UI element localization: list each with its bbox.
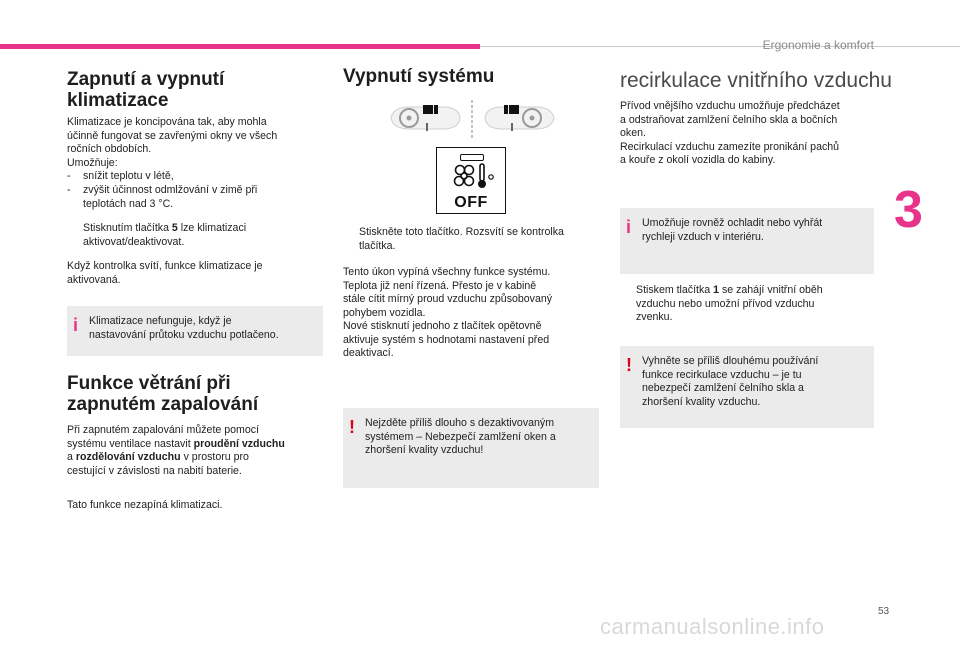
system-off-button[interactable] (436, 147, 506, 214)
ac-intro-text: Klimatizace je koncipována tak, aby mohla účinně fungovat se zavřenými okny ve všech ročních obdobích. Umožňuje: (67, 116, 278, 169)
climate-panel-illustration (385, 100, 560, 140)
warning-note-recirculation (620, 346, 874, 428)
list-item-text: zvýšit účinnost odmlžování v zimě při teplotách nad 3 °C. (83, 184, 258, 210)
heading-ventilation-ignition: Funkce větrání při zapnutém zapalování (67, 373, 259, 415)
instruction-text-end: se zahájí vnitřní oběh vzduchu nebo umožní přívod vzduchu zvenku. (636, 284, 823, 323)
fan-thermometer-icon (449, 162, 497, 192)
ventilation-text (67, 424, 323, 478)
heading-recirculation: recirkulace vnitřního vzduchu (620, 69, 892, 92)
heading-system-off: Vypnutí systému (343, 66, 495, 87)
warning-note-text: Nejzděte příliš dlouho s dezaktivovaným systémem – Nebezpečí zamlžení oken a zhoršení kvality vzduchu! (365, 417, 556, 456)
watermark: carmanualsonline.info (600, 614, 825, 639)
instruction-text-end: lze klimatizaci aktivovat/deaktivovat. (83, 222, 247, 248)
list-item (67, 170, 323, 184)
instruction-text: Stiskněte toto tlačítko. Rozsvítí se kontrolka tlačítka. (359, 226, 564, 252)
air-flow-term: proudění vzduchu (193, 437, 285, 450)
warning-note-system-off (343, 408, 599, 488)
dash-marker: - (67, 170, 71, 182)
header-rule (480, 46, 960, 47)
info-note-text: Klimatizace nefunguje, když je nastavování průtoku vzduchu potlačeno. (89, 315, 279, 341)
instruction-press-button-5 (67, 222, 323, 249)
chapter-number: 3 (894, 181, 923, 239)
list-item-text: snížit teplotu v létě, (83, 170, 174, 182)
list-item (67, 184, 323, 211)
instruction-press-off-line (343, 226, 599, 253)
instruction-text-start: Stiskem tlačítka (636, 284, 714, 296)
heading-ac-onoff: Zapnutí a vypnutí klimatizace (67, 69, 225, 111)
warning-note-text: Vyhněte se příliš dlouhému používání funkce recirkulace vzduchu – je tu nebezpečí zamlžení čelního skla a zhoršení kvality vzduchu. (642, 355, 819, 408)
info-icon: i (626, 217, 632, 237)
info-note-recirculation (620, 208, 874, 274)
dash-marker: - (67, 184, 71, 196)
info-icon: i (73, 315, 79, 335)
section-title: Ergonomie a komfort (762, 38, 874, 52)
ac-lamp-text: Když kontrolka svítí, funkce klimatizace je aktivovaná. (67, 260, 263, 286)
ventilation-text-start: Při zapnutém zapalování můžete pomocí systému ventilace nastavit (67, 424, 259, 450)
system-off-text: Tento úkon vypíná všechny funkce systému. Teplota již není řízená. Přesto je v kabině stále cítit mírný proud vzduchu způsobovaný pohybem vozidla. Nové stisknutí jednoho z tlačítek opětovně aktivuje systém s hodnotami nastavení před deaktivací. (343, 266, 553, 359)
info-note-ac (67, 306, 323, 356)
warning-icon: ! (626, 355, 632, 375)
warning-icon: ! (349, 417, 355, 437)
instruction-text-start: Stisknutím tlačítka (83, 222, 172, 234)
button-number: 1 (713, 284, 720, 296)
page-number: 53 (878, 606, 890, 617)
button-number: 5 (171, 222, 178, 234)
header-accent-bar (0, 44, 480, 49)
ventilation-text-mid: a (67, 451, 73, 463)
info-note-text: Umožňuje rovněž ochladit nebo vyhřát rychleji vzduch v interiéru. (642, 217, 823, 243)
instruction-press-button-1 (620, 284, 874, 325)
air-distribution-term: rozdělování vzduchu (75, 451, 181, 463)
no-ac-text: Tato funkce nezapíná klimatizaci. (67, 499, 223, 511)
off-label: OFF (454, 194, 488, 211)
recirculation-intro-text: Přívod vnějšího vzduchu umožňuje předcházet a odstraňovat zamlžení čelního skla a bočních oken. Recirkulací vzduchu zamezíte pronikání pachů a kouře z okolí vozidla do kabiny. (620, 100, 840, 166)
indicator-lamp (460, 154, 484, 161)
ventilation-text-end: v prostoru pro cestující v závislosti na nabití baterie. (67, 451, 249, 477)
